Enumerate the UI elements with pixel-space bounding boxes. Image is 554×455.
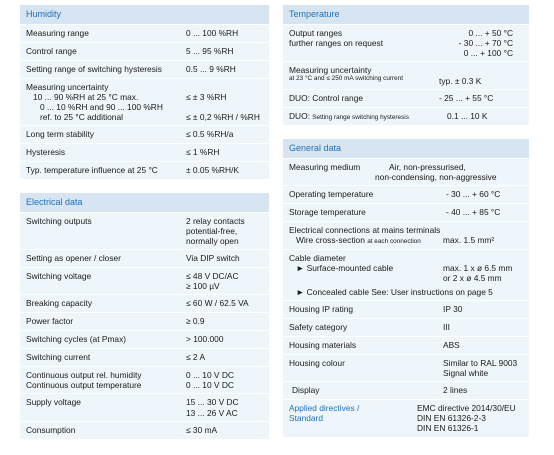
- row-value: 2 lines: [443, 385, 468, 396]
- value-line: DIN EN 61326-1: [417, 423, 479, 434]
- operating-temp-row: [283, 186, 529, 203]
- connections-row: [283, 222, 529, 249]
- storage-temp-row: [283, 204, 529, 221]
- row-label: Measuring medium: [289, 161, 361, 172]
- humidity-section: [20, 5, 269, 179]
- duo-hysteresis-row: [283, 108, 529, 125]
- row-label: Long term stability: [26, 129, 94, 140]
- uncertainty-line3-label: ref. to 25 °C additional: [40, 112, 123, 123]
- row-label: Storage temperature: [289, 207, 366, 218]
- row-value: 0.5 ... 9 %RH: [186, 63, 236, 74]
- value-line: Similar to RAL 9003: [443, 358, 518, 369]
- row-label: Typ. temperature influence at 25 °C: [26, 165, 158, 176]
- consumption-row: [20, 422, 269, 439]
- humidity-uncertainty-row: [20, 79, 269, 125]
- humidity-stability-row: [20, 126, 269, 143]
- value-line: 13 ... 26 V AC: [186, 407, 238, 418]
- value-line: ≥ 100 µV: [186, 281, 220, 292]
- value-line: 0 ... + 100 °C: [463, 47, 513, 58]
- row-value: [186, 271, 239, 291]
- row-label: Continuous output temperature: [26, 380, 142, 391]
- directives-row: [283, 400, 529, 436]
- row-label: Display: [292, 385, 320, 396]
- row-label: Setting as opener / closer: [26, 253, 121, 264]
- concealed-cable-note: ► Concealed cable See: User instructions on page 5: [296, 287, 493, 298]
- left-column: [20, 5, 269, 453]
- display-row: [283, 382, 529, 399]
- value-line: max. 1 x ø 6.5 mm: [443, 262, 513, 273]
- supply-voltage-row: [20, 394, 269, 420]
- row-value: ≥ 0.9: [186, 316, 205, 327]
- wire-value: max. 1.5 mm²: [443, 235, 495, 246]
- value-line: 15 ... 30 V DC: [186, 397, 239, 408]
- humidity-hysteresis-range-row: [20, 61, 269, 78]
- temperature-heading: Temperature: [283, 5, 529, 24]
- row-value: IP 30: [443, 304, 463, 315]
- cable-row: [283, 250, 529, 300]
- row-value: 0 ... 10 V DC: [186, 370, 234, 381]
- value-line: normally open: [186, 236, 239, 247]
- humidity-hysteresis-row: [20, 144, 269, 161]
- surface-cable-value: [443, 263, 512, 283]
- label-line: Standard: [289, 413, 323, 424]
- switching-cycles-row: [20, 331, 269, 348]
- humidity-control-range-row: [20, 43, 269, 60]
- value-line: non-condensing, non-aggressive: [375, 171, 497, 182]
- row-label: [289, 65, 439, 86]
- humidity-temp-influence-row: [20, 162, 269, 179]
- colour-row: [283, 355, 529, 381]
- duo-control-row: [283, 90, 529, 107]
- row-value: ≤ 60 W / 62.5 VA: [186, 298, 249, 309]
- row-label: Operating temperature: [289, 189, 374, 200]
- row-label: Control range: [26, 45, 77, 56]
- value-line: - 30 ... + 70 °C: [458, 37, 513, 48]
- right-column: [283, 5, 529, 451]
- row-value: [186, 216, 245, 246]
- label-line: Measuring uncertainty: [289, 65, 372, 76]
- wire-label-small: at each connection: [367, 238, 421, 246]
- switching-voltage-row: [20, 268, 269, 294]
- value-line: ≤ 48 V DC/AC: [186, 271, 239, 282]
- row-label: Safety category: [289, 322, 348, 333]
- row-value: 5 ... 95 %RH: [186, 45, 234, 56]
- row-label: Power factor: [26, 316, 74, 327]
- row-value: III: [443, 322, 450, 333]
- electrical-heading: Electrical data: [20, 193, 269, 212]
- row-value: [439, 65, 481, 86]
- uncertainty-line1-label: 10 ... 90 %RH at 25 °C max.: [33, 91, 139, 102]
- row-value: ≤ 30 mA: [186, 424, 218, 435]
- switching-current-row: [20, 349, 269, 366]
- temp-uncertainty-row: [283, 62, 529, 89]
- row-value: ABS: [443, 340, 460, 351]
- row-label: Electrical connections at mains terminals: [289, 225, 441, 236]
- row-value: 0 ... 10 V DC: [186, 380, 234, 391]
- row-label: Supply voltage: [26, 397, 81, 408]
- value-line: 2 relay contacts: [186, 215, 245, 226]
- ip-rating-row: [283, 301, 529, 318]
- humidity-measuring-range-row: [20, 25, 269, 42]
- row-label: Measuring uncertainty: [26, 81, 109, 92]
- value-line: Signal white: [443, 368, 489, 379]
- label-text: DUO:: [289, 111, 310, 122]
- row-value: ≤ 0.5 %RH/a: [186, 129, 234, 140]
- row-value: [375, 161, 497, 182]
- row-label: Consumption: [26, 424, 76, 435]
- value-line: typ. ± 0.3 K: [439, 76, 482, 87]
- value-line: or 2 x ø 4.5 mm: [443, 272, 502, 283]
- row-value: Via DIP switch: [186, 253, 240, 264]
- directives-label: [289, 403, 417, 433]
- general-heading: General data: [283, 139, 529, 158]
- row-value: [443, 358, 517, 378]
- value-line: Air, non-pressurised,: [389, 161, 466, 172]
- row-label: DUO: Control range: [289, 93, 364, 104]
- row-value: - 25 ... + 55 °C: [439, 93, 494, 104]
- humidity-heading: Humidity: [20, 5, 269, 24]
- wire-label-text: Wire cross-section: [296, 235, 365, 246]
- temperature-section: [283, 5, 529, 125]
- row-label: Switching current: [26, 352, 91, 363]
- label-line: Output ranges: [289, 27, 343, 38]
- row-label: Housing IP rating: [289, 304, 354, 315]
- wire-label: [289, 235, 437, 246]
- label-small-text: Setting range switching hysteresis: [312, 114, 409, 122]
- row-value: 0 ... 100 %RH: [186, 27, 239, 38]
- medium-row: [283, 159, 529, 185]
- row-label: Cable diameter: [289, 252, 346, 263]
- value-line: 0 ... + 50 °C: [468, 27, 513, 38]
- row-value: > 100.000: [186, 334, 224, 345]
- row-label: Setting range of switching hysteresis: [26, 63, 162, 74]
- materials-row: [283, 337, 529, 354]
- row-label: Measuring range: [26, 27, 89, 38]
- surface-cable-label: ► Surface-mounted cable: [296, 262, 394, 273]
- row-label: Switching outputs: [26, 215, 92, 226]
- general-section: [283, 139, 529, 436]
- row-label: Breaking capacity: [26, 298, 93, 309]
- row-value: ≤ 1 %RH: [186, 147, 220, 158]
- row-label: Continuous output rel. humidity: [26, 370, 142, 381]
- row-label: Hysteresis: [26, 147, 66, 158]
- continuous-output-row: [20, 367, 269, 393]
- row-value: ≤ 2 A: [186, 352, 206, 363]
- label-line: Applied directives /: [289, 403, 360, 414]
- uncertainty-line2-label: 0 ... 10 %RH and 90 ... 100 %RH: [40, 101, 163, 112]
- row-label: Housing colour: [289, 358, 345, 369]
- output-ranges-row: [283, 25, 529, 61]
- row-label: Switching voltage: [26, 271, 92, 282]
- label-subline: at 23 °C and ≤ 250 mA switching current: [289, 75, 404, 83]
- electrical-section: [20, 193, 269, 439]
- row-label: Housing materials: [289, 340, 357, 351]
- row-label: [289, 28, 439, 58]
- opener-closer-row: [20, 250, 269, 267]
- row-value: - 30 ... + 60 °C: [446, 189, 501, 200]
- row-value: 0.1 ... 10 K: [447, 111, 488, 122]
- row-value: - 40 ... + 85 °C: [446, 207, 501, 218]
- label-line: further ranges on request: [289, 37, 384, 48]
- safety-row: [283, 319, 529, 336]
- value-spacer: [439, 65, 481, 76]
- directives-value: [417, 403, 516, 433]
- breaking-capacity-row: [20, 295, 269, 312]
- value-line: DIN EN 61326-2-3: [417, 413, 486, 424]
- row-value: [439, 28, 513, 58]
- row-value: [186, 397, 239, 417]
- row-label: Switching cycles (at Pmax): [26, 334, 127, 345]
- value-line: potential-free,: [186, 225, 238, 236]
- switching-outputs-row: [20, 213, 269, 249]
- power-factor-row: [20, 313, 269, 330]
- uncertainty-line3-value: ≤ ± 0,2 %RH / %RH: [186, 112, 260, 123]
- row-value: ± 0.05 %RH/K: [186, 165, 240, 176]
- uncertainty-line1-value: ≤ ± 3 %RH: [186, 91, 227, 102]
- row-label: [289, 111, 439, 122]
- value-line: EMC directive 2014/30/EU: [417, 403, 516, 414]
